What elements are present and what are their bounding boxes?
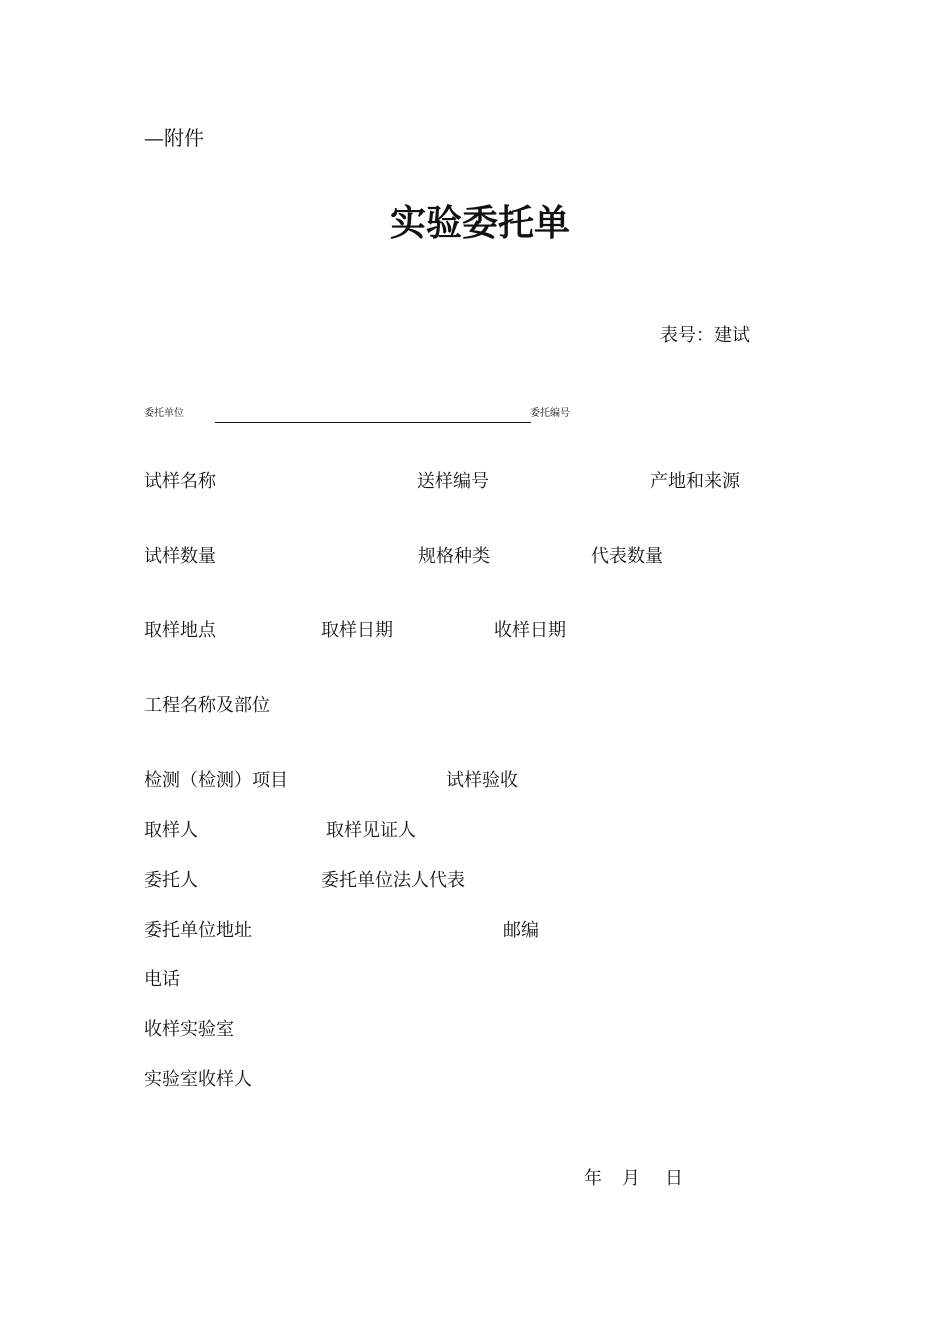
sampling-date-label: 取样日期 (321, 620, 393, 641)
date-day-label: 日 (665, 1168, 683, 1189)
sample-acceptance-label: 试样验收 (446, 770, 518, 791)
spec-type-label: 规格种类 (418, 546, 490, 567)
client-unit-label: 委托单位 (144, 408, 184, 419)
lab-receiver-label: 实验室收样人 (144, 1069, 252, 1090)
form-number-label: 表号：建试 (660, 325, 750, 346)
sample-name-label: 试样名称 (144, 471, 216, 492)
date-month-label: 月 (622, 1168, 640, 1189)
sampling-witness-label: 取样见证人 (326, 820, 416, 841)
sampler-label: 取样人 (144, 820, 198, 841)
date-year-label: 年 (584, 1168, 602, 1189)
test-items-label: 检测（检测）项目 (144, 770, 288, 791)
client-person-label: 委托人 (144, 870, 198, 891)
representative-quantity-label: 代表数量 (591, 546, 663, 567)
client-address-label: 委托单位地址 (144, 920, 252, 941)
client-unit-underline (215, 422, 531, 423)
postcode-label: 邮编 (503, 920, 539, 941)
origin-source-label: 产地和来源 (650, 471, 740, 492)
attachment-label: —附件 (144, 126, 204, 150)
delivery-number-label: 送样编号 (417, 471, 489, 492)
sample-quantity-label: 试样数量 (144, 546, 216, 567)
receiving-lab-label: 收样实验室 (144, 1019, 234, 1040)
client-legal-rep-label: 委托单位法人代表 (321, 870, 465, 891)
sampling-location-label: 取样地点 (144, 620, 216, 641)
page-title: 实验委托单 (389, 203, 570, 244)
receipt-date-label: 收样日期 (494, 620, 566, 641)
client-number-label: 委托编号 (530, 408, 570, 419)
phone-label: 电话 (144, 969, 180, 990)
project-name-part-label: 工程名称及部位 (144, 695, 270, 716)
